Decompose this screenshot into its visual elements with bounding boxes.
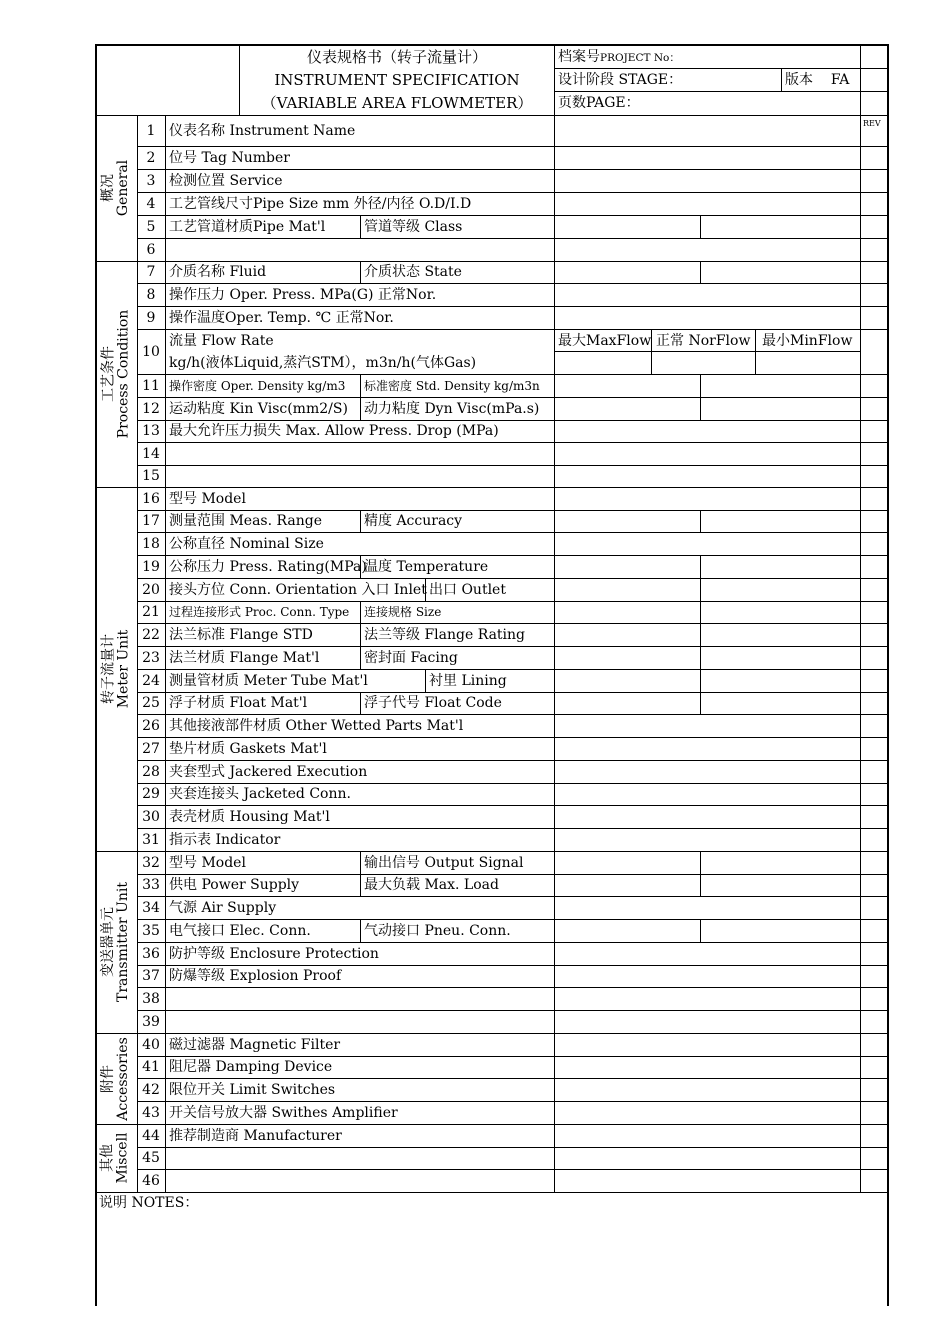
section-process-cn: 工艺条件 — [100, 346, 117, 403]
h-rule — [137, 465, 889, 466]
revision-value: FA — [830, 72, 850, 88]
v-rule — [700, 692, 701, 714]
v-rule — [360, 851, 361, 874]
title-cn: 仪表规格书（转子流量计） — [306, 48, 487, 66]
row-label-secondary: 介质状态 State — [364, 264, 462, 280]
row-label: 防爆等级 Explosion Proof — [169, 968, 342, 984]
row-label: 测量范围 Meas. Range — [169, 513, 322, 529]
row-number: 2 — [146, 149, 156, 166]
row-label: 流量 Flow Rate — [169, 333, 274, 349]
row-number: 29 — [142, 786, 160, 802]
title-en: INSTRUMENT SPECIFICATION — [274, 71, 520, 89]
v-rule — [700, 510, 701, 532]
section-accessories-cn: 附件 — [100, 1064, 117, 1093]
revision-label-text: 版本 — [785, 72, 813, 88]
row-number: 33 — [142, 877, 160, 893]
row-number: 35 — [142, 922, 160, 939]
row-label: 运动粘度 Kin Visc(mm2/S) — [169, 400, 348, 417]
v-rule — [360, 261, 361, 283]
section-miscell-cn: 其他 — [100, 1144, 117, 1173]
row-number: 18 — [142, 535, 160, 552]
row-number: 30 — [142, 808, 160, 825]
project-no-label-cn: 档案号 — [558, 49, 600, 65]
row-number: 23 — [142, 649, 160, 666]
row-label: 操作温度Oper. Temp. ℃ 正常Nor. — [169, 309, 394, 326]
row-number: 1 — [146, 122, 156, 139]
row-number: 24 — [142, 672, 160, 689]
row-label: 供电 Power Supply — [169, 877, 300, 893]
row-number: 4 — [146, 195, 156, 212]
project-no-label-en: PROJECT No： — [600, 52, 680, 64]
v-rule — [700, 919, 701, 942]
section-process-en: Process Condition — [115, 309, 132, 439]
row-label: 夹套型式 Jackered Execution — [169, 763, 368, 780]
row-label: 仪表名称 Instrument Name — [169, 122, 356, 139]
row-number: 45 — [142, 1150, 160, 1166]
row-number: 20 — [142, 581, 160, 598]
row-number: 27 — [142, 740, 160, 757]
section-transmitter-unit — [95, 851, 137, 1033]
row-label: 位号 Tag Number — [169, 149, 290, 166]
v-rule — [755, 329, 756, 374]
v-rule — [425, 669, 426, 692]
h-rule — [137, 1010, 889, 1011]
section-miscell — [95, 1124, 137, 1192]
row-label: 最大允许压力损失 Max. Allow Press. Drop (MPa) — [169, 423, 499, 439]
row-number: 12 — [142, 400, 160, 417]
v-rule — [700, 669, 701, 692]
flow-min-label: 最小MinFlow — [762, 333, 853, 349]
row-label-secondary: 出口 Outlet — [429, 581, 506, 598]
row-number: 10 — [142, 343, 160, 360]
section-general — [95, 115, 137, 261]
row-label: 其他接液部件材质 Other Wetted Parts Mat'l — [169, 717, 464, 734]
row-label: 气源 Air Supply — [169, 899, 277, 916]
row-label: 接头方位 Conn. Orientation 入口 Inlet — [169, 581, 427, 598]
row-label: 浮子材质 Float Mat'l — [169, 695, 308, 711]
v-rule — [781, 68, 782, 91]
v-rule — [860, 44, 861, 1192]
row-label: 开关信号放大器 Swithes Amplifier — [169, 1104, 398, 1121]
row-label: 表壳材质 Housing Mat'l — [169, 808, 330, 825]
v-rule — [360, 215, 361, 238]
v-rule — [700, 578, 701, 601]
row-number: 43 — [142, 1104, 160, 1121]
v-rule — [700, 646, 701, 669]
row-label-secondary: 浮子代号 Float Code — [364, 695, 502, 711]
row-number: 7 — [146, 264, 156, 280]
row-number: 3 — [146, 172, 156, 189]
row-number: 5 — [146, 218, 156, 235]
flow-nor-label: 正常 NorFlow — [656, 333, 751, 349]
section-transmitter-en: Transmitter Unit — [115, 882, 131, 1002]
h-rule — [137, 1147, 889, 1148]
row-label-secondary: 连接规格 Size — [364, 605, 442, 619]
row-label-secondary: 动力粘度 Dyn Visc(mPa.s) — [364, 400, 540, 417]
row-label: 测量管材质 Meter Tube Mat'l — [169, 672, 368, 689]
row-label: 磁过滤器 Magnetic Filter — [169, 1036, 341, 1053]
row-label: 过程连接形式 Proc. Conn. Type — [169, 605, 350, 619]
row-number: 9 — [146, 309, 156, 326]
row-number: 39 — [142, 1013, 160, 1030]
row-label: 夹套连接头 Jacketed Conn. — [169, 786, 351, 802]
v-rule — [700, 397, 701, 420]
v-rule — [554, 44, 555, 1192]
v-rule — [360, 510, 361, 532]
h-rule — [137, 487, 889, 488]
v-rule — [700, 601, 701, 623]
spec-sheet — [95, 44, 889, 1306]
row-label: 法兰材质 Flange Mat'l — [169, 649, 320, 666]
row-label: 阻尼器 Damping Device — [169, 1059, 333, 1075]
row-label: 推荐制造商 Manufacturer — [169, 1127, 342, 1144]
v-rule — [887, 44, 889, 1306]
v-rule — [360, 646, 361, 669]
row-label: 工艺管道材质Pipe Mat'l — [169, 218, 326, 235]
section-general-cn: 概况 — [100, 174, 117, 203]
row-label: 公称直径 Nominal Size — [169, 535, 324, 552]
page-label: 页数PAGE： — [558, 95, 640, 111]
row-number: 8 — [146, 286, 156, 303]
v-rule — [360, 919, 361, 942]
row-number: 19 — [142, 558, 160, 575]
h-rule — [137, 442, 889, 443]
row-number: 38 — [142, 990, 160, 1007]
row-label: 防护等级 Enclosure Protection — [169, 945, 379, 962]
row-label: 型号 Model — [169, 854, 246, 871]
row-label-secondary: 输出信号 Output Signal — [364, 854, 524, 871]
section-accessories — [95, 1033, 137, 1124]
h-rule — [95, 1192, 889, 1193]
rev-tag: REV — [863, 119, 881, 128]
row-label: 垫片材质 Gaskets Mat'l — [169, 740, 327, 757]
row-label: 指示表 Indicator — [169, 831, 281, 848]
v-rule — [700, 555, 701, 578]
h-rule — [137, 238, 889, 239]
row-label-secondary: 温度 Temperature — [364, 558, 489, 575]
v-rule — [360, 601, 361, 623]
row-number: 28 — [142, 763, 160, 780]
section-accessories-en: Accessories — [115, 1036, 132, 1121]
row-label: 介质名称 Fluid — [169, 264, 267, 280]
section-miscell-en: Miscell — [115, 1132, 132, 1184]
row-label-secondary: 管道等级 Class — [364, 218, 463, 235]
subtitle-en: （VARIABLE AREA FLOWMETER） — [261, 94, 533, 112]
row-number: 44 — [142, 1127, 160, 1144]
row-label-secondary: 密封面 Facing — [364, 649, 458, 666]
h-rule — [95, 115, 889, 116]
row-number: 6 — [146, 241, 156, 258]
v-rule — [700, 623, 701, 646]
h-rule — [137, 1169, 889, 1170]
row-number: 11 — [142, 377, 160, 394]
row-label: 法兰标准 Flange STD — [169, 626, 313, 643]
section-meter-unit — [95, 487, 137, 851]
row-label: 工艺管线尺寸Pipe Size mm 外径/内径 O.D/I.D — [169, 195, 472, 212]
section-meter-en: Meter Unit — [115, 629, 131, 709]
v-rule — [700, 851, 701, 874]
row-label-secondary: 气动接口 Pneu. Conn. — [364, 922, 511, 939]
section-general-en: General — [115, 159, 132, 217]
section-transmitter-cn: 变送器单元 — [100, 907, 116, 977]
row-label-secondary: 标准密度 Std. Density kg/m3n — [364, 378, 540, 393]
v-rule — [360, 374, 361, 397]
row-label-secondary: 最大负载 Max. Load — [364, 877, 499, 893]
v-rule — [700, 874, 701, 896]
row-label: 操作压力 Oper. Press. MPa(G) 正常Nor. — [169, 286, 437, 303]
row-label: 公称压力 Press. Rating(MPa) — [169, 558, 367, 575]
v-rule — [700, 261, 701, 283]
row-label-secondary: 法兰等级 Flange Rating — [364, 626, 525, 643]
row-number: 17 — [142, 513, 160, 529]
h-rule — [137, 987, 889, 988]
row-label: 型号 Model — [169, 490, 246, 507]
row-number: 36 — [142, 945, 160, 962]
row-label-secondary: 衬里 Lining — [429, 672, 507, 689]
v-rule — [700, 215, 701, 238]
stage-label: 设计阶段 STAGE： — [558, 72, 683, 88]
section-process-condition — [95, 261, 137, 487]
row-number: 26 — [142, 717, 160, 734]
row-number: 25 — [142, 695, 160, 711]
row-number: 15 — [142, 468, 160, 484]
row-number: 37 — [142, 968, 160, 984]
project-no-label — [558, 46, 680, 69]
row-number: 34 — [142, 899, 160, 916]
v-rule — [360, 874, 361, 896]
row-label-secondary: 精度 Accuracy — [364, 513, 463, 529]
v-rule — [360, 623, 361, 646]
row-number: 41 — [142, 1059, 160, 1075]
row-number: 32 — [142, 854, 160, 871]
row-label: 检测位置 Service — [169, 172, 283, 189]
row-number: 14 — [142, 445, 160, 462]
row-number: 31 — [142, 831, 160, 848]
row-number: 46 — [142, 1172, 160, 1189]
row-number: 21 — [142, 604, 160, 620]
flow-max-label: 最大MaxFlow — [558, 333, 652, 349]
section-meter-cn: 转子流量计 — [100, 634, 116, 704]
row-number: 42 — [142, 1081, 160, 1098]
row-label: 操作密度 Oper. Density kg/m3 — [169, 378, 346, 393]
v-rule — [360, 397, 361, 420]
row-label: 电气接口 Elec. Conn. — [169, 922, 311, 939]
notes-label: 说明 NOTES： — [99, 1195, 199, 1211]
row-number: 13 — [142, 423, 160, 439]
row-label: 限位开关 Limit Switches — [169, 1081, 336, 1098]
v-rule — [360, 692, 361, 714]
row-number: 22 — [142, 626, 160, 643]
row-number: 16 — [142, 490, 160, 507]
row-number: 40 — [142, 1036, 160, 1053]
v-rule — [700, 374, 701, 397]
revision-label — [785, 69, 849, 91]
row-label-secondary: kg/h(液体Liquid,蒸汽STM），m3n/h(气体Gas) — [169, 355, 477, 371]
v-rule — [165, 115, 166, 1192]
